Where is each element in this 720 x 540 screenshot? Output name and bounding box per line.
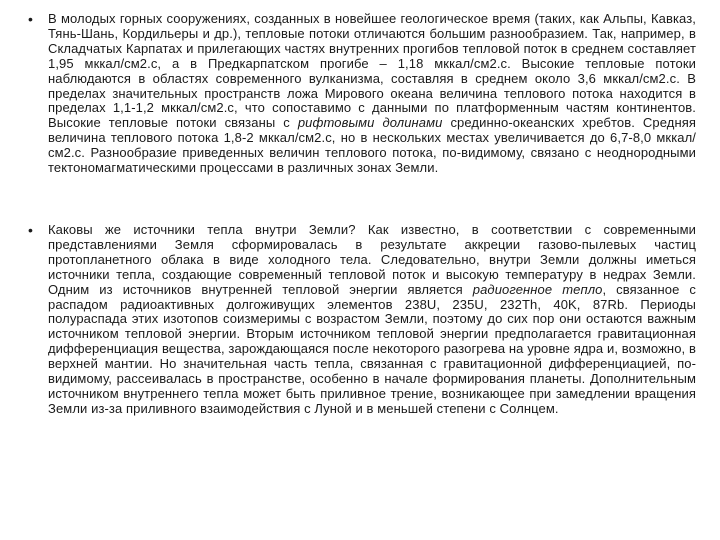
paragraph-text: срединно-океанских хребтов. Средняя величина теплового потока 1,8-2 мккал/см2.с, но в нескольких местах увеличивается до 6,7-8,0 мккал/см2.с. Разнообразие приведенных величин теплового потока, по-видимому, связано с неоднородными тектономагматическими процессами в различных зонах Земли. [48,115,696,176]
italic-term-radiogenic-heat: радиогенное тепло [472,281,603,297]
paragraph-text: , связанное с распадом радиоактивных долгоживущих элементов 238U, 235U, 232Th, 40K, 87Rb. Периоды полураспада этих изотопов соизмеримы с возрастом Земли, поэтому до сих пор они остаются важным источником тепловой энергии. Вторым источником тепловой энергии предполагается гравитационная дифференциация вещества, зарождающаяся после некоторого разогрева на уровне ядра и, возможно, в верхней мантии. Но значительная часть тепла, связанная с гравитационной дифференциацией, по-видимому, рассеивалась в пространстве, особенно в начале формирования планеты. Дополнительным источником внутреннего тепла может быть приливное трение, возникающее при замедлении вращения Земли из-за приливного взаимодействия с Луной и в меньшей степени с Солнцем. [48,281,696,416]
italic-term-rift-valleys: рифтовыми долинами [297,115,443,131]
paragraph-text: Каковы же источники тепла внутри Земли? Как известно, в соответствии с современными представлениями Земля сформировалась в результате аккреции газово-пылевых частиц протопланетного облака в виде холодного тела. Следовательно, внутри Земли должны иметься источники тепла, создающие современный тепловой поток и высокую температуру в недрах Земли. Одним из источников внутренней тепловой энергии является [48,222,696,297]
paragraph-heat-sources [48,223,696,417]
bullet-icon: • [28,222,33,238]
bullet-icon: • [28,11,33,27]
paragraph-text: В молодых горных сооружениях, созданных в новейшее геологическое время (таких, как Альпы, Кавказ, Тянь-Шань, Кордильеры и др.), тепловые потоки отличаются большим разнообразием. Так, например, в Складчатых Карпатах и прилегающих частях внутренних прогибов тепловой поток в среднем составляет 1,95 мккал/см2.с, а в Предкарпатском прогибе – 1,18 мккал/см2.с. Высокие тепловые потоки наблюдаются в областях современного вулканизма, составляя в среднем около 3,6 мккал/см2.с. В пределах значительных пространств ложа Мирового океана величина теплового потока находится в пределах 1,1-1,2 мккал/см2.с, что сопоставимо с данными по платформенным частям континентов. Высокие тепловые потоки связаны с [48,11,696,131]
paragraph-heat-flow [48,12,696,176]
